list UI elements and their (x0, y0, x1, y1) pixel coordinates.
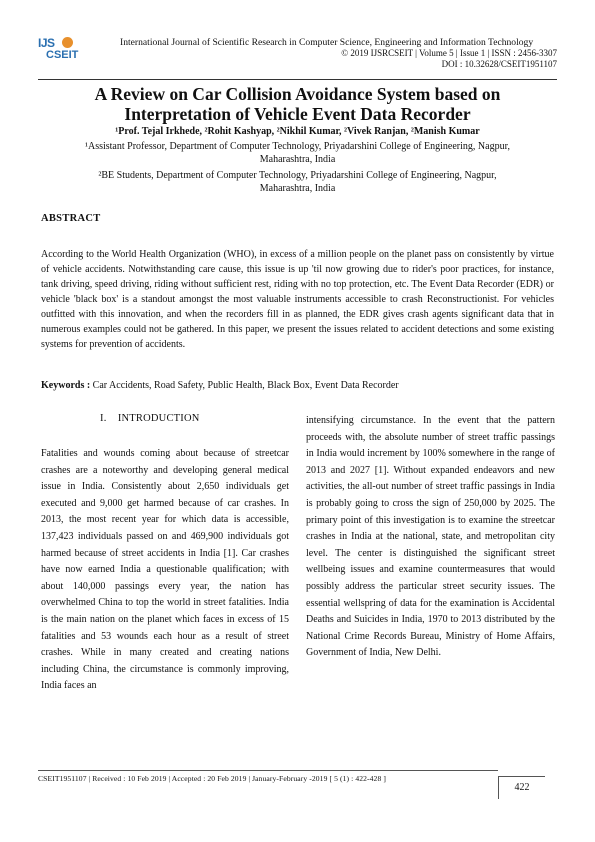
affiliation-2-line-2: Maharashtra, India (259, 183, 336, 194)
logo-globe-icon (62, 37, 73, 48)
paper-title (40, 84, 555, 124)
doi: DOI : 10.32628/CSEIT1951107 (441, 59, 557, 69)
title-line-1: A Review on Car Collision Avoidance System based on (94, 84, 501, 104)
issue-line: © 2019 IJSRCSEIT | Volume 5 | Issue 1 | ISSN : 2456-3307 (341, 48, 557, 58)
affiliation-2-line-1: ²BE Students, Department of Computer Technology, Priyadarshini College of Engineering, Nagpur, (98, 170, 497, 181)
abstract-body: According to the World Health Organization (WHO), in excess of a million people on the planet pass on consistently by virtue of vehicle accidents. Notwithstanding care cause, this issue is up 'til now growing due to rider's poor practices, for instance, tank driving, speed driving, riding without sufficient rest, riding with no top protection, etc. The Event Data Recorder (EDR) or vehicle 'black box' is a standout amongst the most valuable instruments accessible to crash Reconstructionist. For vehicles outfitted with this innovation, and when the recorders fill in as planned, the EDR gives crash agents significant data that in numerous examples could not be gathered. In this paper, we present the issues related to accident detections and some existing systems for prevention of accidents. (41, 249, 554, 350)
affiliation-1-line-1: ¹Assistant Professor, Department of Computer Technology, Priyadarshini College of Engineering, Nagpur, (84, 141, 511, 152)
author-list: ¹Prof. Tejal Irkhede, ²Rohit Kashyap, ²Nikhil Kumar, ²Vivek Ranjan, ²Manish Kumar (115, 126, 480, 137)
title-line-2: Interpretation of Vehicle Event Data Recorder (124, 104, 471, 124)
footer-citation: CSEIT1951107 | Received : 10 Feb 2019 | Accepted : 20 Feb 2019 | January-February -2019 [ 5 (1) : 422-428 ] (38, 774, 386, 783)
header-divider (38, 79, 557, 80)
keywords-label: Keywords : (41, 380, 91, 391)
journal-logo (38, 36, 88, 66)
affiliation-2 (40, 169, 555, 195)
logo-text-bottom: CSEIT (46, 49, 79, 61)
affiliation-1 (40, 140, 555, 166)
affiliation-1-line-2: Maharashtra, India (259, 154, 336, 165)
keywords-line (41, 380, 399, 391)
logo-text-top: IJS (38, 36, 55, 50)
abstract-heading: ABSTRACT (41, 213, 101, 224)
introduction-heading: I. INTRODUCTION (100, 413, 200, 424)
page-number: 422 (498, 776, 545, 799)
journal-header (120, 37, 557, 70)
introduction-right-column: intensifying circumstance. In the event that the pattern proceeds with, the absolute number of street traffic passings in India would increment by 100% somewhere in the range of 2013 and 2027 [1]. Without expanded endeavors and new activities, the all-out number of street traffic passings in India is probably going to cross the sign of 250,000 by 2025. The primary point of this investigation is to examine the streetcar crashes in India at the national, state, and metropolitan city level. The center is distinguished the significant street wellbeing issues and examine countermeasures that would possibly address the particular street security issues. The essential wellspring of data for the examination is Accidental Deaths and Suicides in India, 1970 to 2013 distributed by the National Crime Records Bureau, Ministry of Home Affairs, Government of India, New Delhi. (306, 415, 555, 659)
introduction-left-column: Fatalities and wounds coming about because of streetcar crashes are a noteworthy and developing general medical issue in India. Consistently about 2,650 individuals get executed and 9,000 get harmed because of car crashes. In 2013, the most recent year for which data is accessible, 137,423 individuals passed on and 469,900 individuals got harmed because of street accidents in India [1]. Car crashes have now earned India a questionable qualification; with about 140,000 passings every year, the nation has overwhelmed China to top the world in street fatalities. India is the main nation on the planet which faces in excess of 15 fatalities and 53 wounds each hour as a result of street crashes. While in many created and creating nations including China, the circumstance is commonly improving, India faces an (41, 448, 289, 692)
keywords-list: Car Accidents, Road Safety, Public Health, Black Box, Event Data Recorder (92, 380, 399, 391)
footer-divider (38, 770, 498, 771)
journal-name: International Journal of Scientific Research in Computer Science, Engineering and Information Technology (120, 37, 534, 48)
